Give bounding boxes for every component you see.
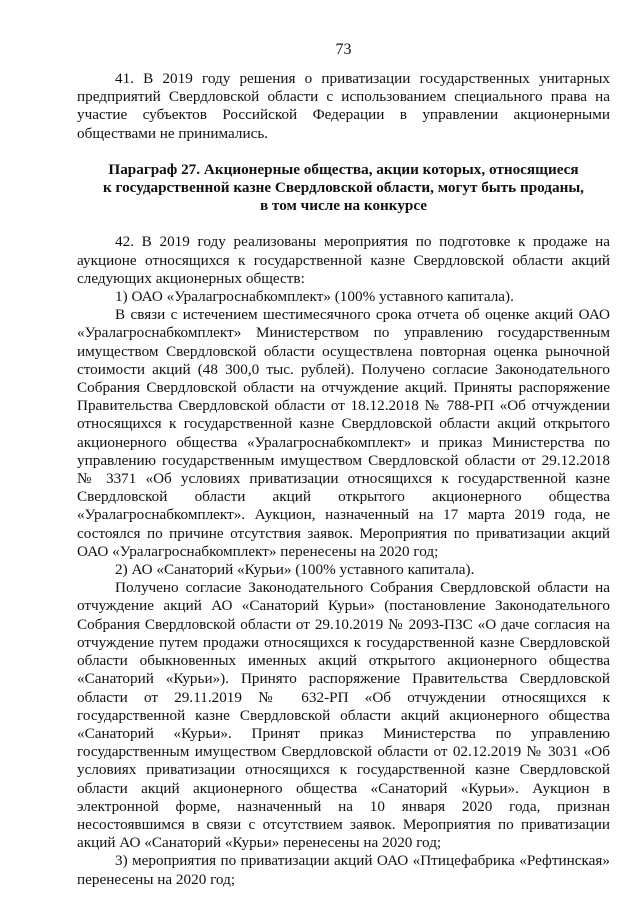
list-item-1-text: В связи с истечением шестимесячного срока отчета об оценке акций ОАО «Уралагроснабкомплект» Министерством по управлению государственным имуществом Свердловской области осуществлена повторная оценка рыночной стоимости акций (48 300,0 тыс. рублей). Получено согласие Законодательного Собрания Свердловской области на отчуждение акций. Приняты распоряжение Правительства Свердловской области от 18.12.2018 № 788-РП «Об отчуждении относящихся к государственной казне Свердловской области акций открытого акционерного общества «Уралагроснабкомплект» и приказ Министерства по управлению государственным имуществом Свердловской области от 29.12.2018 № 3371 «Об условиях приватизации относящихся к государственной казне Свердловской области акций открытого акционерного общества «Уралагроснабкомплект». Аукцион, назначенный на 17 марта 2019 года, не состоялся по причине отсутствия заявок. Мероприятия по приватизации акций ОАО «Уралагроснабкомплект» перенесены на 2020 год; xyxy=(77,306,610,560)
paragraph-42: 42. В 2019 году реализованы мероприятия по подготовке к продаже на аукционе относящихся к государственной казне Свердловской области акций следующих акционерных обществ: xyxy=(77,233,610,287)
section-heading xyxy=(77,161,610,216)
heading-line-3: в том числе на конкурсе xyxy=(259,197,428,215)
heading-line-1: Параграф 27. Акционерные общества, акции которых, относящиеся xyxy=(108,160,579,178)
page-number: 73 xyxy=(335,41,352,58)
paragraph-41: 41. В 2019 году решения о приватизации государственных унитарных предприятий Свердловской области с использованием специального права на участие субъектов Российской Федерации в управлении акционерными обществами не принимались. xyxy=(77,70,610,142)
list-item-2: 2) АО «Санаторий «Курьи» (100% уставного капитала). xyxy=(115,561,475,579)
list-item-1: 1) ОАО «Уралагроснабкомплект» (100% уставного капитала). xyxy=(115,288,514,306)
heading-line-2: к государственной казне Свердловской области, могут быть проданы, xyxy=(103,179,584,197)
list-item-2-text: Получено согласие Законодательного Собрания Свердловской области на отчуждение акций АО «Санаторий Курьи» (постановление Законодательного Собрания Свердловской области от 29.10.2019 № 2093-ПЗС «О даче согласия на отчуждение путем продажи относящихся к государственной казне Свердловской области обыкновенных именных акций открытого акционерного общества «Санаторий «Курьи»). Принято распоряжение Правительства Свердловской области от 29.11.2019 № 632-РП «Об отчуждении относящихся к государственной казне Свердловской области акций акционерного общества «Санаторий «Курьи». Принят приказ Министерства по управлению государственным имуществом Свердловской области от 02.12.2019 № 3031 «Об условиях приватизации относящихся к государственной казне Свердловской области акций акционерного общества «Санаторий «Курьи». Аукцион в электронной форме, назначенный на 10 января 2020 года, признан несостоявшимся в связи с отсутствием заявок. Мероприятия по приватизации акций АО «Санаторий «Курьи» перенесены на 2020 год; xyxy=(77,579,610,852)
list-item-3: 3) мероприятия по приватизации акций ОАО «Птицефабрика «Рефтинская» перенесены на 2020 год; xyxy=(77,852,610,888)
document-page xyxy=(77,40,610,889)
